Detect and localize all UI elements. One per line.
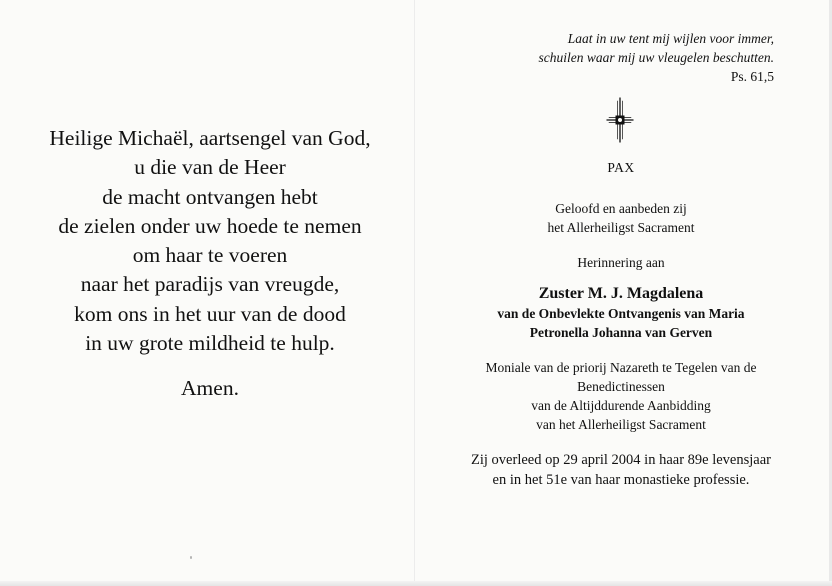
quote-line: Laat in uw tent mij wijlen voor immer, [567,31,774,46]
prayer-amen: Amen. [181,376,239,400]
card-edge-bottom [0,581,832,586]
role-description [440,358,802,434]
prayer-line: de macht ontvangen hebt [102,184,318,209]
death-line: en in het 51e van haar monastieke professie. [492,471,750,488]
prayer-line: naar het paradijs van vreugde, [80,272,340,297]
birth-name: Petronella Johanna van Gerven [529,325,713,340]
order-line: van de Onbevlekte Ontvangenis van Maria [497,306,745,321]
praise-text [440,199,802,237]
deceased-name: Zuster M. J. Magdalena [538,285,704,302]
role-line: Moniale van de priorij Nazareth te Tegelen van de [485,360,757,375]
card-fold [414,0,415,586]
prayer-line: u die van de Heer [134,155,286,180]
cross-icon [605,97,635,143]
religious-name-block [440,304,802,342]
praise-line: het Allerheiligst Sacrament [547,220,695,235]
role-line: van de Altijddurende Aanbidding [531,398,711,413]
remembrance-label: Herinnering aan [577,255,665,270]
prayer-text [30,124,390,358]
prayer-line: in uw grote mildheid te hulp. [85,331,335,356]
pax-label: PAX [607,160,635,175]
praise-line: Geloofd en aanbeden zij [555,201,687,216]
prayer-line: om haar te voeren [132,243,288,268]
prayer-line: kom ons in het uur van de dood [74,301,346,326]
quote-reference: Ps. 61,5 [730,69,774,84]
psalm-quote [414,29,774,86]
death-line: Zij overleed op 29 april 2004 in haar 89e levensjaar [471,452,771,468]
death-notice [440,451,802,490]
paper-speck [190,556,192,559]
quote-line: schuilen waar mij uw vleugelen beschutten. [538,50,774,65]
prayer-line: de zielen onder uw hoede te nemen [58,213,362,238]
prayer-line: Heilige Michaël, aartsengel van God, [49,126,371,150]
role-line: van het Allerheiligst Sacrament [536,417,706,432]
role-line: Benedictinessen [577,379,665,394]
